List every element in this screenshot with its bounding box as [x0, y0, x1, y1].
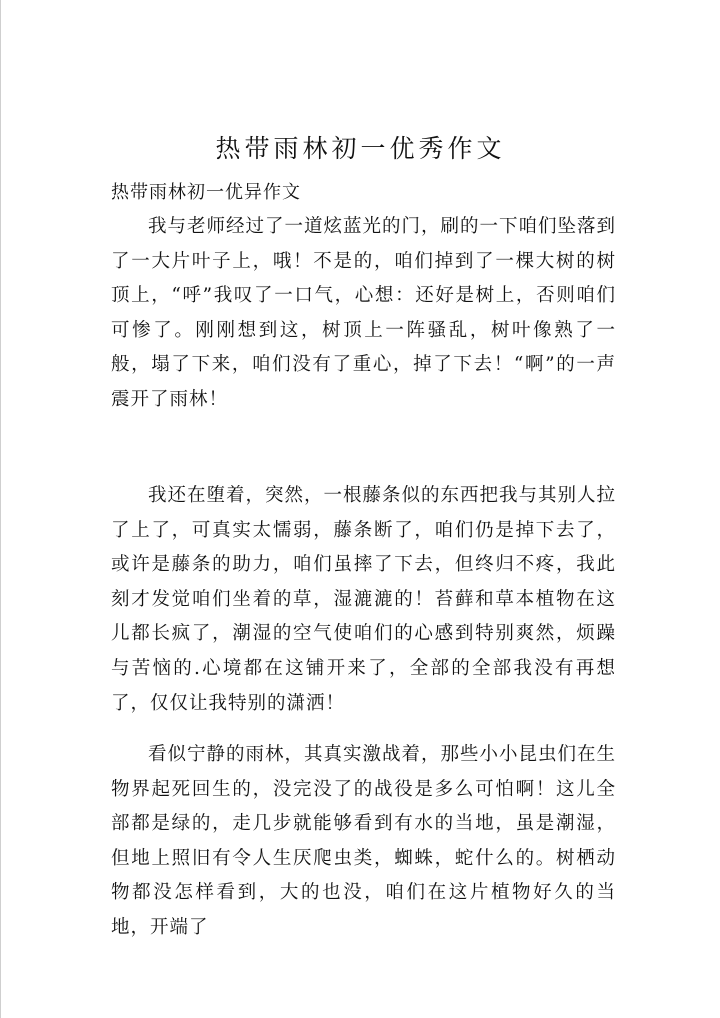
paragraph-1: 我与老师经过了一道炫蓝光的门，刷的一下咱们坠落到了一大片叶子上，哦！不是的，咱们掉到了一棵大树的树顶上，“呼”我叹了一口气，心想：还好是树上，否则咱们可惨了。刚刚想到这，树顶上一阵骚乱，树叶像熟了一般，塌了下来，咱们没有了重心，掉了下去！“啊”的一声震开了雨林！ [111, 216, 617, 410]
document-title: 热带雨林初一优秀作文 [215, 133, 506, 163]
paragraph-3: 看似宁静的雨林，其真实激战着，那些小小昆虫们在生物界起死回生的，没完没了的战役是多么可怕啊！这儿全部都是绿的，走几步就能够看到有水的当地，虽是潮湿，但地上照旧有令人生厌爬虫类，蜘蛛，蛇什么的。树栖动物都没怎样看到，大的也没，咱们在这片植物好久的当地，开端了 [111, 744, 617, 938]
paragraph-2: 我还在堕着，突然，一根藤条似的东西把我与其别人拉了上了，可真实太懦弱，藤条断了，咱们仍是掉下去了，或许是藤条的助力，咱们虽摔了下去，但终归不疼，我此刻才发觉咱们坐着的草，湿漉漉的！苔藓和草本植物在这儿都长疯了，潮湿的空气使咱们的心感到特别爽然，烦躁与苦恼的.心境都在这铺开来了，全部的全部我没有再想了，仅仅让我特别的潇洒！ [111, 485, 617, 714]
document-subtitle: 热带雨林初一优异作文 [111, 182, 301, 203]
